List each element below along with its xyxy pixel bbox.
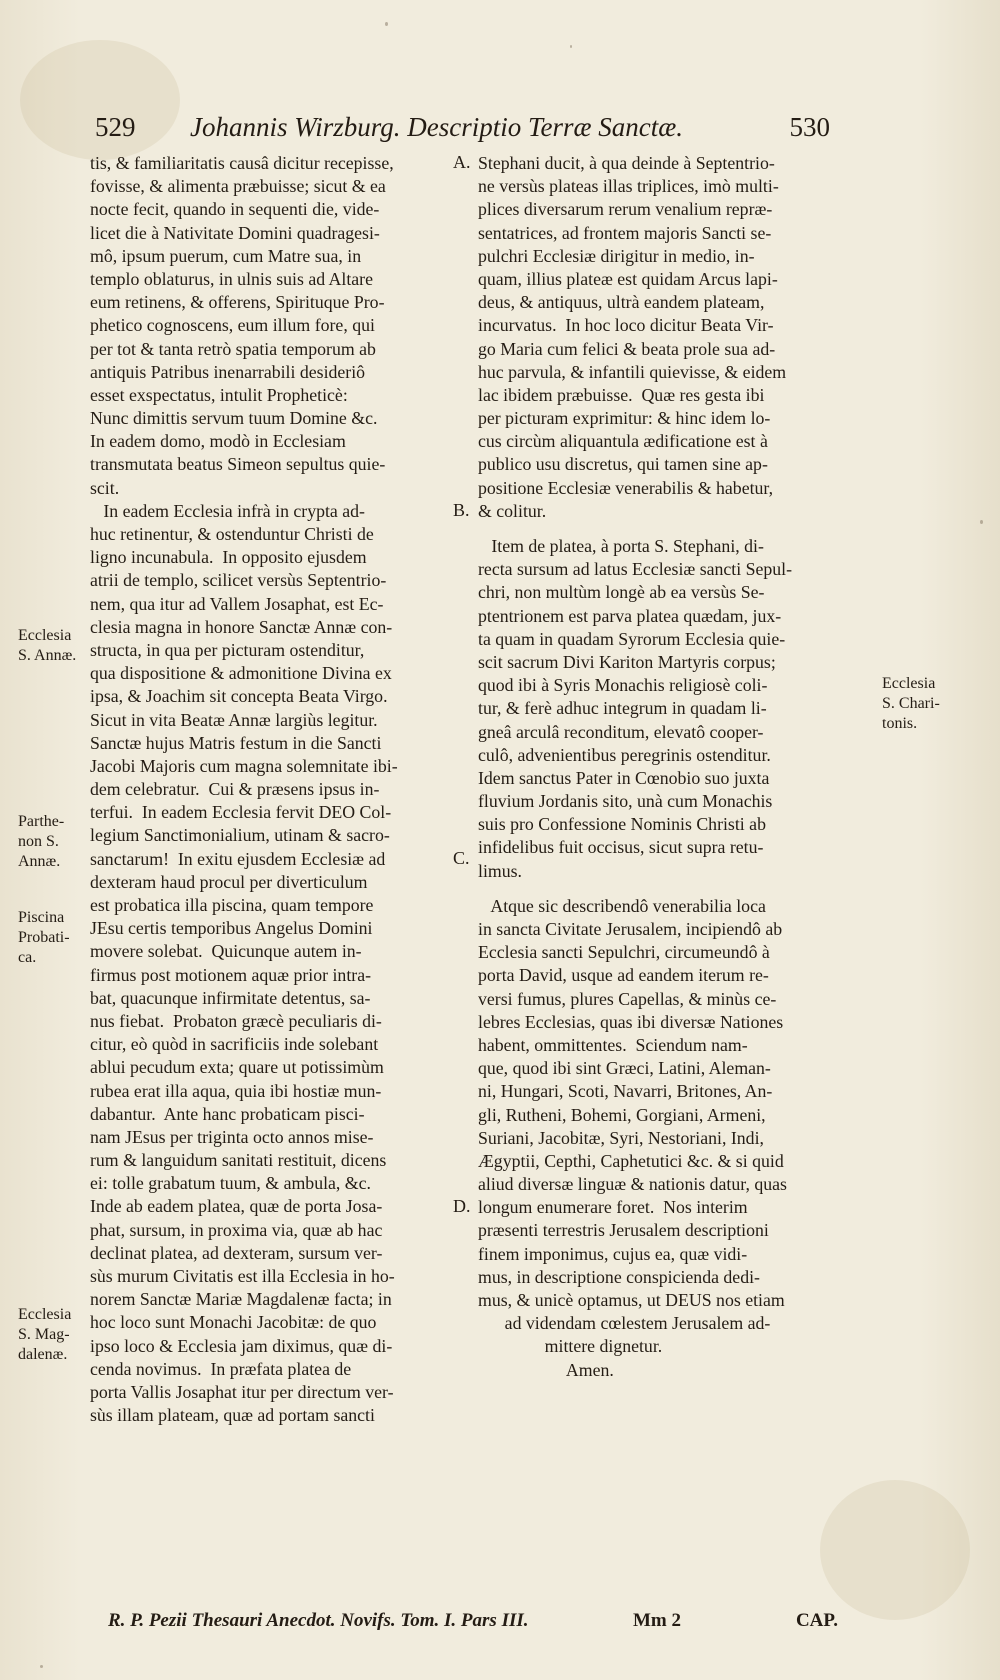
text-line: huc retinentur, & ostenduntur Christi de: [90, 524, 374, 544]
text-line: Suriani, Jacobitæ, Syri, Nestoriani, Indi,: [478, 1127, 764, 1148]
text-line: sanctarum! In exitu ejusdem Ecclesiæ ad: [90, 848, 386, 869]
text-line: ta quam in quadam Syrorum Ecclesia quie-: [478, 628, 786, 649]
margin-note-parthenon-s-annae: Parthe- non S. Annæ.: [18, 813, 65, 870]
text-line: est probatica illa piscina, quam tempore: [90, 895, 374, 915]
text-line: suis pro Confessione Nominis Christi ab: [478, 814, 766, 835]
text-line: rubea erat illa aqua, quia ibi hostiæ mun-: [90, 1080, 382, 1101]
text-line: incurvatus. In hoc loco dicitur Beata Vir-: [478, 315, 774, 336]
running-header: [95, 112, 830, 152]
page-number-right: 530: [789, 112, 830, 142]
text-line: sentatrices, ad frontem majoris Sancti se-: [478, 222, 772, 243]
text-line: phat, sursum, in proxima via, quæ ab hac: [90, 1219, 383, 1240]
text-line: clesia magna in honore Sanctæ Annæ con-: [90, 616, 393, 637]
text-line: mittere dignetur.: [478, 1336, 663, 1357]
section-letter-b: B.: [453, 500, 470, 520]
text-line: cus circùm aliquantula ædificatione est à: [478, 431, 768, 452]
section-letter-d: D.: [453, 1196, 471, 1216]
text-line: ad videndam cœlestem Jerusalem ad-: [478, 1313, 771, 1334]
text-line: fluvium Jordanis sito, unà cum Monachis: [478, 791, 773, 812]
text-line: Ægyptii, Cepthi, Caphetutici &c. & si quid: [478, 1150, 784, 1171]
text-line: ptentrionem est parva platea quædam, jux-: [478, 605, 782, 626]
text-line: bat, quacunque infirmitate detentus, sa-: [90, 987, 371, 1008]
paragraph-gap: [478, 523, 823, 535]
text-line: nus fiebat. Probaton græcè peculiaris di-: [90, 1010, 382, 1031]
text-line: dem celebratur. Cui & præsens ipsus in-: [90, 779, 380, 800]
text-line: deus, & antiquus, ultrà eandem plateam,: [478, 292, 765, 313]
text-line: longum enumerare foret. Nos interim: [478, 1197, 748, 1218]
text-line: JEsu certis temporibus Angelus Domini: [90, 918, 373, 939]
text-line: que, quod ibi sint Græci, Latini, Aleman-: [478, 1058, 771, 1079]
text-line: mus, in descriptione conspicienda dedi-: [478, 1266, 760, 1287]
text-line: recta sursum ad latus Ecclesiæ sancti Sepul-: [478, 559, 793, 580]
text-line: licet die à Nativitate Domini quadragesi-: [90, 222, 380, 243]
text-line: Atque sic describendô venerabilia loca: [478, 895, 766, 916]
text-line: Stephani ducit, à qua deinde à Septentrio-: [478, 153, 775, 173]
margin-note-ecclesia-s-annae: Ecclesia S. Annæ.: [18, 627, 77, 664]
text-line: plices diversarum rerum venalium repræ-: [478, 199, 773, 220]
text-line: infidelibus fuit occisus, sicut supra retu-: [478, 837, 764, 858]
text-line: sùs illam plateam, quæ ad portam sancti: [90, 1405, 375, 1426]
text-line: atrii de templo, scilicet versùs Septentrio-: [90, 570, 387, 591]
section-letter-a: A.: [453, 152, 471, 172]
text-line: cenda novimus. In præfata platea de: [90, 1358, 352, 1379]
margin-note-ecclesia-s-magdalenae: Ecclesia S. Mag- dalenæ.: [18, 1306, 72, 1363]
text-line: fovisse, & alimenta præbuisse; sicut & ea: [90, 176, 386, 197]
text-line: legium Sanctimonialium, utinam & sacro-: [90, 825, 390, 846]
text-line: aliud diversæ linguæ & nationis datur, quas: [478, 1174, 787, 1195]
text-line: Jacobi Majoris cum magna solemnitate ibi-: [90, 755, 398, 776]
margin-note-piscina-probatica: Piscina Probati- ca.: [18, 909, 70, 966]
text-line: esset exspectatus, intulit Propheticè:: [90, 384, 348, 405]
text-line: Sicut in vita Beatæ Annæ largiùs legitur.: [90, 709, 378, 730]
text-line: Nunc dimittis servum tuum Domine &c.: [90, 408, 378, 429]
page-number-left: 529: [95, 112, 136, 142]
text-line: eum retinens, & offerens, Spirituque Pro-: [90, 292, 385, 313]
paper-stain: [820, 1480, 970, 1620]
text-line: sùs murum Civitatis est illa Ecclesia in ho-: [90, 1266, 395, 1286]
text-line: in sancta Civitate Jerusalem, incipiendô ab: [478, 919, 783, 939]
paper-speck: [385, 22, 388, 26]
text-line: qua dispositione & admonitione Divina ex: [90, 663, 392, 684]
text-line: phetico cognoscens, eum illum fore, qui: [90, 315, 375, 336]
text-line: nocte fecit, quando in sequenti die, vide-: [90, 199, 380, 220]
text-line: per picturam exprimitur: & hinc idem lo-: [478, 408, 771, 429]
text-line: quam, illius plateæ est quidam Arcus lapi-: [478, 268, 778, 289]
text-line: scit sacrum Divi Kariton Martyris corpus;: [478, 651, 776, 672]
text-line: chri, non multùm longè ab ea versùs Se-: [478, 582, 765, 603]
text-line: lebres Ecclesias, quas ibi diversæ Nationes: [478, 1011, 784, 1032]
text-line: culô, advenientibus peregrinis ostenditur.: [478, 744, 771, 765]
paper-speck: [570, 45, 572, 48]
text-line: In eadem domo, modò in Ecclesiam: [90, 431, 346, 452]
text-line: dexteram haud procul per diverticulum: [90, 871, 368, 892]
text-line: citur, eò quòd in sacrificiis inde solebant: [90, 1034, 379, 1055]
left-text-column: [90, 152, 452, 1607]
text-line: antiquis Patribus inenarrabili desideriô: [90, 361, 366, 382]
text-line: Sanctæ hujus Matris festum in die Sancti: [90, 732, 382, 753]
text-line: Idem sanctus Pater in Cœnobio suo juxta: [478, 767, 770, 788]
text-line: tur, & ferè adhuc integrum in quadam li-: [478, 698, 767, 719]
text-line: nem, qua itur ad Vallem Josaphat, est Ec-: [90, 593, 384, 614]
right-text-column: [478, 152, 823, 1452]
text-line: transmutata beatus Simeon sepultus quie-: [90, 454, 386, 475]
text-line: pulchri Ecclesiæ dirigitur in medio, in-: [478, 245, 755, 266]
text-line: ei: tolle grabatum tuum, & ambula, &c.: [90, 1173, 371, 1194]
text-line: mus, & unicè optamus, ut DEUS nos etiam: [478, 1290, 785, 1310]
text-line: quod ibi à Syris Monachis religiosè coli-: [478, 675, 768, 696]
paper-speck: [980, 520, 983, 524]
text-line: scit.: [90, 477, 120, 498]
text-line: porta David, usque ad eandem iterum re-: [478, 965, 769, 986]
text-line: dabantur. Ante hanc probaticam pisci-: [90, 1103, 365, 1124]
section-letter-c: C.: [453, 848, 470, 868]
paragraph-gap: [478, 883, 823, 895]
text-line: præsenti terrestris Jerusalem descriptioni: [478, 1220, 769, 1241]
text-line: ligno incunabula. In opposito ejusdem: [90, 547, 367, 568]
text-line: Item de platea, à porta S. Stephani, di-: [478, 536, 764, 556]
text-line: per tot & tanta retrò spatia temporum ab: [90, 338, 376, 359]
text-line: positione Ecclesiæ venerabilis & habetur,: [478, 477, 774, 498]
text-line: movere solebat. Quicunque autem in-: [90, 941, 362, 962]
text-line: porta Vallis Josaphat itur per directum ver-: [90, 1381, 394, 1402]
text-line: finem imponimus, cujus ea, quæ vidi-: [478, 1243, 748, 1264]
text-line: lac ibidem præbuisse. Quæ res gesta ibi: [478, 384, 765, 405]
text-line: gli, Rutheni, Bohemi, Gorgiani, Armeni,: [478, 1104, 766, 1125]
text-line: ni, Hungari, Scoti, Navarri, Britones, An-: [478, 1081, 773, 1102]
margin-note-ecclesia-s-charitonis: Ecclesia S. Chari- tonis.: [882, 675, 940, 732]
text-line: nam JEsus per triginta octo annos mise-: [90, 1126, 374, 1147]
text-line: Inde ab eadem platea, quæ de porta Josa-: [90, 1196, 383, 1217]
paper-speck: [40, 1665, 43, 1668]
page-footer: [108, 1610, 838, 1640]
signature-mark: Mm 2: [633, 1610, 682, 1631]
text-line: rum & languidum sanitati restituit, dicens: [90, 1150, 387, 1171]
text-line: templo oblaturus, in ulnis suis ad Altare: [90, 268, 373, 289]
text-line: huc parvula, & infantili quievisse, & eidem: [478, 361, 787, 382]
text-line: firmus post motionem aquæ prior intra-: [90, 964, 372, 985]
text-line: habent, ommittentes. Sciendum nam-: [478, 1034, 748, 1055]
text-line: tis, & familiaritatis causâ dicitur recepisse,: [90, 153, 394, 173]
text-line: norem Sanctæ Mariæ Magdalenæ facta; in: [90, 1289, 392, 1310]
text-line: ipso loco & Ecclesia jam diximus, quæ di-: [90, 1335, 393, 1356]
text-line: declinat platea, ad dexteram, sursum ver-: [90, 1242, 383, 1263]
catchword: CAP.: [795, 1610, 838, 1631]
text-line: limus.: [478, 860, 522, 881]
text-line: structa, in qua per picturam ostenditur,: [90, 639, 365, 660]
text-line: ipsa, & Joachim sit concepta Beata Virgo.: [90, 686, 388, 707]
text-line: hoc loco sunt Monachi Jacobitæ: de quo: [90, 1312, 377, 1333]
text-line: Amen.: [478, 1359, 614, 1380]
text-line: & colitur.: [478, 500, 547, 521]
text-line: terfui. In eadem Ecclesia fervit DEO Col-: [90, 802, 392, 823]
text-line: In eadem Ecclesia infrà in crypta ad-: [90, 500, 365, 521]
text-line: publico usu discretus, qui tamen sine ap-: [478, 454, 768, 475]
text-line: mô, ipsum puerum, cum Matre sua, in: [90, 245, 362, 266]
text-line: Ecclesia sancti Sepulchri, circumeundô à: [478, 942, 770, 963]
text-line: ablui pecudum exta; quare ut potissimùm: [90, 1057, 384, 1078]
text-line: ne versùs plateas illas triplices, imò multi-: [478, 176, 779, 197]
footer-reference: R. P. Pezii Thesauri Anecdot. Novifs. Tom. I. Pars III.: [108, 1610, 529, 1631]
text-line: versi fumus, plures Capellas, & minùs ce-: [478, 988, 777, 1009]
running-title: Johannis Wirzburg. Descriptio Terræ Sanctæ.: [190, 112, 684, 142]
text-line: go Maria cum felici & beata prole sua ad-: [478, 338, 776, 359]
text-line: gneâ arculâ reconditum, elevatô cooper-: [478, 721, 764, 742]
